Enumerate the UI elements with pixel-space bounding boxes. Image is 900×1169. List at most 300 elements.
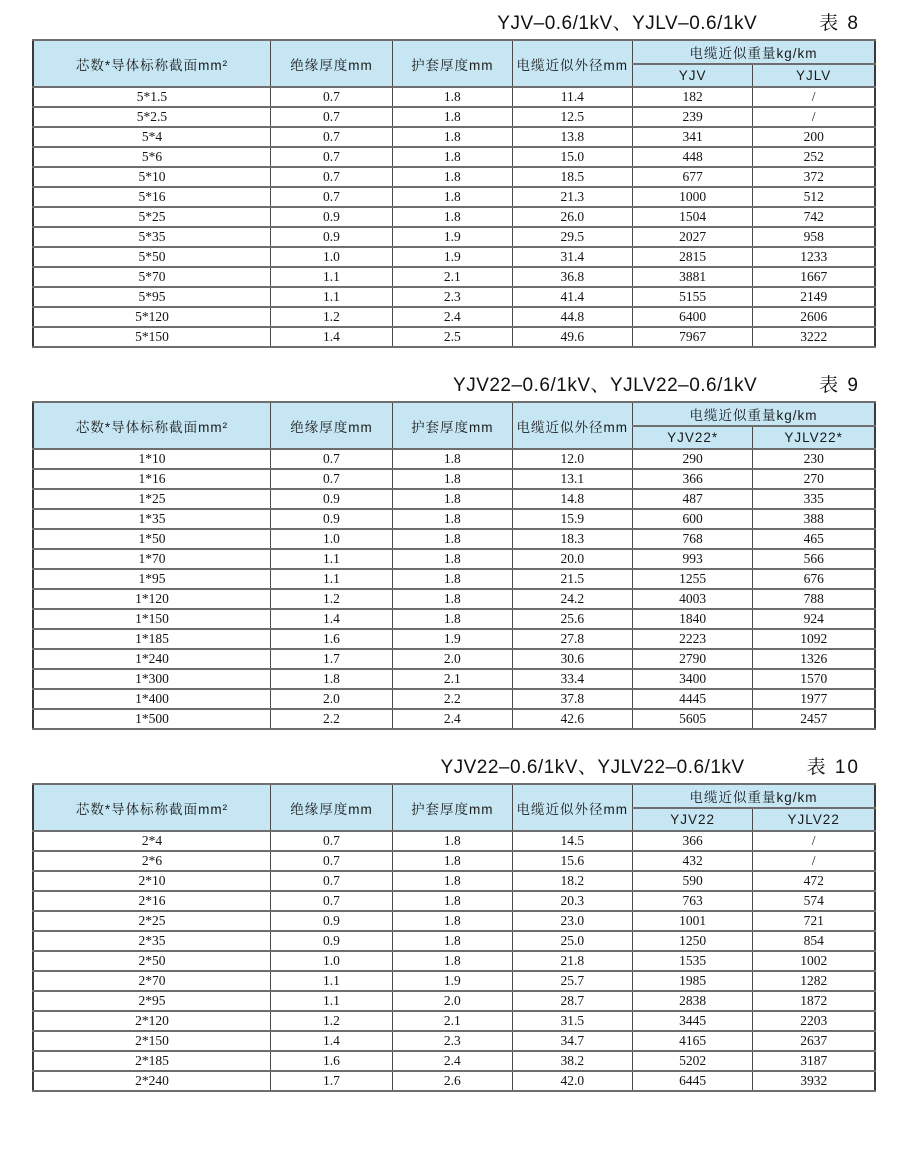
table-cell: 1001 <box>632 911 752 931</box>
table-cell: 0.9 <box>270 911 392 931</box>
table-row <box>33 871 875 891</box>
table-cell: 4165 <box>632 1031 752 1051</box>
table-row <box>33 147 875 167</box>
table-cell: 5*25 <box>33 207 270 227</box>
table-cell: 200 <box>753 127 875 147</box>
col-header-core-section: 芯数*导体标称截面mm² <box>33 40 270 87</box>
table-cell: 0.7 <box>270 469 392 489</box>
table-cell: 1255 <box>632 569 752 589</box>
table-cell: 5*120 <box>33 307 270 327</box>
table-cell: 2.1 <box>393 669 513 689</box>
table-cell: 11.4 <box>512 87 632 107</box>
table-cell: 600 <box>632 509 752 529</box>
table-row <box>33 247 875 267</box>
section-table-8 <box>0 8 900 348</box>
table-cell: 3222 <box>753 327 875 347</box>
col-header-yjv: YJV <box>632 64 752 88</box>
table-cell: 1.8 <box>393 529 513 549</box>
table-row <box>33 127 875 147</box>
table-row <box>33 831 875 851</box>
table-cell: 270 <box>753 469 875 489</box>
table-cell: 2606 <box>753 307 875 327</box>
table-cell: 1.9 <box>393 629 513 649</box>
table-row <box>33 931 875 951</box>
table-cell: 5*35 <box>33 227 270 247</box>
table-cell: 5605 <box>632 709 752 729</box>
table-cell: 0.7 <box>270 831 392 851</box>
table-9-header <box>33 402 875 449</box>
table-cell: 854 <box>753 931 875 951</box>
table-cell: 1002 <box>753 951 875 971</box>
table-cell: 6445 <box>632 1071 752 1091</box>
table-cell: 742 <box>753 207 875 227</box>
section-table-10 <box>0 752 900 1092</box>
table-cell: 590 <box>632 871 752 891</box>
table-cell: 1*400 <box>33 689 270 709</box>
table-cell: 1233 <box>753 247 875 267</box>
table-cell: 1.8 <box>393 871 513 891</box>
table-cell: 958 <box>753 227 875 247</box>
table-cell: 18.5 <box>512 167 632 187</box>
table-cell: 1.6 <box>270 1051 392 1071</box>
table-cell: 1872 <box>753 991 875 1011</box>
table-cell: 1.8 <box>270 669 392 689</box>
cable-spec-table-10 <box>32 783 876 1092</box>
table-cell: 2*95 <box>33 991 270 1011</box>
table-cell: 31.5 <box>512 1011 632 1031</box>
table-cell: 3187 <box>753 1051 875 1071</box>
table-cell: 1.8 <box>393 609 513 629</box>
table-cell: 1.9 <box>393 247 513 267</box>
table-cell: 1.8 <box>393 931 513 951</box>
table-cell: 49.6 <box>512 327 632 347</box>
cable-spec-table-9 <box>32 401 876 730</box>
table-cell: 15.6 <box>512 851 632 871</box>
table-cell: 0.7 <box>270 449 392 469</box>
table-cell: 1092 <box>753 629 875 649</box>
table-cell: 2*35 <box>33 931 270 951</box>
table-cell: 4003 <box>632 589 752 609</box>
table-cell: 5*95 <box>33 287 270 307</box>
table-cell: 4445 <box>632 689 752 709</box>
table-8-number: 表 8 <box>819 12 860 34</box>
table-cell: 1.8 <box>393 469 513 489</box>
table-cell: 2*185 <box>33 1051 270 1071</box>
table-cell: 1.8 <box>393 891 513 911</box>
table-10-number: 表 10 <box>806 756 860 778</box>
col-header-yjv22: YJV22* <box>632 426 752 450</box>
table-cell: 5*10 <box>33 167 270 187</box>
table-cell: 0.7 <box>270 851 392 871</box>
table-cell: 18.3 <box>512 529 632 549</box>
table-cell: 512 <box>753 187 875 207</box>
table-cell: 2.4 <box>393 307 513 327</box>
table-cell: 33.4 <box>512 669 632 689</box>
table-cell: 2.3 <box>393 287 513 307</box>
table-cell: 1.8 <box>393 147 513 167</box>
table-cell: 1.2 <box>270 307 392 327</box>
table-cell: 1.1 <box>270 267 392 287</box>
table-cell: / <box>753 107 875 127</box>
table-row <box>33 167 875 187</box>
table-cell: 1.1 <box>270 549 392 569</box>
table-cell: 28.7 <box>512 991 632 1011</box>
table-cell: 14.8 <box>512 489 632 509</box>
table-cell: 2*25 <box>33 911 270 931</box>
table-cell: 1.0 <box>270 247 392 267</box>
table-8-title-bar <box>32 8 876 34</box>
table-cell: 12.0 <box>512 449 632 469</box>
table-row <box>33 187 875 207</box>
table-cell: 1.4 <box>270 327 392 347</box>
table-cell: 2.4 <box>393 1051 513 1071</box>
table-cell: 13.8 <box>512 127 632 147</box>
table-row <box>33 709 875 729</box>
cable-spec-table-8 <box>32 39 876 348</box>
table-cell: 1.8 <box>393 911 513 931</box>
table-cell: 1250 <box>632 931 752 951</box>
table-cell: 0.7 <box>270 187 392 207</box>
table-cell: 2149 <box>753 287 875 307</box>
table-row <box>33 207 875 227</box>
table-cell: 6400 <box>632 307 752 327</box>
table-cell: 1.8 <box>393 951 513 971</box>
col-header-diameter: 电缆近似外径mm <box>512 784 632 831</box>
table-cell: 2.0 <box>393 991 513 1011</box>
col-header-weight-group: 电缆近似重量kg/km <box>632 784 875 808</box>
col-header-yjlv: YJLV <box>753 64 875 88</box>
table-cell: 487 <box>632 489 752 509</box>
table-row <box>33 569 875 589</box>
table-cell: 1.8 <box>393 207 513 227</box>
col-header-sheath: 护套厚度mm <box>393 40 513 87</box>
col-header-diameter: 电缆近似外径mm <box>512 402 632 449</box>
table-cell: 1977 <box>753 689 875 709</box>
table-cell: 2637 <box>753 1031 875 1051</box>
table-cell: 37.8 <box>512 689 632 709</box>
table-row <box>33 911 875 931</box>
table-cell: 18.2 <box>512 871 632 891</box>
table-cell: 721 <box>753 911 875 931</box>
table-cell: 1.8 <box>393 851 513 871</box>
table-cell: 2*240 <box>33 1071 270 1091</box>
table-cell: 290 <box>632 449 752 469</box>
table-row <box>33 327 875 347</box>
table-cell: 1.9 <box>393 227 513 247</box>
table-cell: 2838 <box>632 991 752 1011</box>
table-cell: 1.8 <box>393 509 513 529</box>
table-row <box>33 107 875 127</box>
table-row <box>33 669 875 689</box>
table-cell: 24.2 <box>512 589 632 609</box>
table-cell: 1*10 <box>33 449 270 469</box>
table-cell: 2027 <box>632 227 752 247</box>
table-cell: 2*150 <box>33 1031 270 1051</box>
table-cell: 36.8 <box>512 267 632 287</box>
table-row <box>33 549 875 569</box>
table-cell: 0.9 <box>270 509 392 529</box>
table-cell: 341 <box>632 127 752 147</box>
col-header-sheath: 护套厚度mm <box>393 784 513 831</box>
table-cell: 2*50 <box>33 951 270 971</box>
table-cell: 1*150 <box>33 609 270 629</box>
table-cell: 21.8 <box>512 951 632 971</box>
table-cell: 5*70 <box>33 267 270 287</box>
table-cell: 42.0 <box>512 1071 632 1091</box>
table-cell: 5*6 <box>33 147 270 167</box>
table-cell: 2.1 <box>393 1011 513 1031</box>
col-header-weight-group: 电缆近似重量kg/km <box>632 40 875 64</box>
table-cell: 1.8 <box>393 549 513 569</box>
table-cell: 1*16 <box>33 469 270 489</box>
table-row <box>33 227 875 247</box>
table-cell: 1.4 <box>270 1031 392 1051</box>
table-cell: 465 <box>753 529 875 549</box>
table-cell: 5*4 <box>33 127 270 147</box>
table-cell: 29.5 <box>512 227 632 247</box>
table-cell: 25.0 <box>512 931 632 951</box>
table-cell: 44.8 <box>512 307 632 327</box>
table-cell: 1*300 <box>33 669 270 689</box>
table-cell: 335 <box>753 489 875 509</box>
table-row <box>33 991 875 1011</box>
table-cell: 0.9 <box>270 489 392 509</box>
table-cell: 0.7 <box>270 87 392 107</box>
table-row <box>33 1051 875 1071</box>
table-cell: 0.7 <box>270 871 392 891</box>
table-cell: 27.8 <box>512 629 632 649</box>
table-cell: 25.6 <box>512 609 632 629</box>
table-cell: 3881 <box>632 267 752 287</box>
table-cell: 14.5 <box>512 831 632 851</box>
table-cell: 1*70 <box>33 549 270 569</box>
table-9-body <box>33 449 875 729</box>
table-row <box>33 609 875 629</box>
table-cell: 1282 <box>753 971 875 991</box>
table-cell: 788 <box>753 589 875 609</box>
table-cell: 2.5 <box>393 327 513 347</box>
table-row <box>33 851 875 871</box>
table-cell: 2.2 <box>270 709 392 729</box>
table-cell: 1.8 <box>393 127 513 147</box>
table-cell: 0.7 <box>270 891 392 911</box>
table-cell: 574 <box>753 891 875 911</box>
table-cell: 1985 <box>632 971 752 991</box>
table-cell: 1.8 <box>393 107 513 127</box>
table-cell: 0.9 <box>270 227 392 247</box>
table-cell: 13.1 <box>512 469 632 489</box>
section-table-9 <box>0 370 900 730</box>
table-cell: 1.8 <box>393 187 513 207</box>
table-cell: 1.2 <box>270 589 392 609</box>
table-cell: 1.6 <box>270 629 392 649</box>
table-cell: 0.7 <box>270 147 392 167</box>
table-cell: 2.2 <box>393 689 513 709</box>
table-cell: 5*1.5 <box>33 87 270 107</box>
table-row <box>33 267 875 287</box>
table-cell: 0.7 <box>270 167 392 187</box>
table-cell: 924 <box>753 609 875 629</box>
table-cell: 2.4 <box>393 709 513 729</box>
col-header-yjlv22: YJLV22* <box>753 426 875 450</box>
col-header-sheath: 护套厚度mm <box>393 402 513 449</box>
table-cell: 993 <box>632 549 752 569</box>
table-cell: 1.2 <box>270 1011 392 1031</box>
table-cell: 1535 <box>632 951 752 971</box>
table-cell: 20.0 <box>512 549 632 569</box>
table-cell: 26.0 <box>512 207 632 227</box>
table-cell: 366 <box>632 831 752 851</box>
table-cell: 3445 <box>632 1011 752 1031</box>
table-cell: 2*10 <box>33 871 270 891</box>
table-cell: 1504 <box>632 207 752 227</box>
table-cell: 2*6 <box>33 851 270 871</box>
table-cell: 21.5 <box>512 569 632 589</box>
table-cell: 15.0 <box>512 147 632 167</box>
table-row <box>33 489 875 509</box>
table-cell: 2457 <box>753 709 875 729</box>
table-cell: 2815 <box>632 247 752 267</box>
table-cell: 0.9 <box>270 931 392 951</box>
col-header-core-section: 芯数*导体标称截面mm² <box>33 402 270 449</box>
table-10-header <box>33 784 875 831</box>
table-row <box>33 1011 875 1031</box>
col-header-yjlv22: YJLV22 <box>753 808 875 832</box>
table-cell: 1.0 <box>270 951 392 971</box>
table-row <box>33 87 875 107</box>
table-cell: 2.3 <box>393 1031 513 1051</box>
table-cell: 1840 <box>632 609 752 629</box>
table-cell: 182 <box>632 87 752 107</box>
col-header-insulation: 绝缘厚度mm <box>270 40 392 87</box>
table-cell: 1.1 <box>270 991 392 1011</box>
table-cell: 2*70 <box>33 971 270 991</box>
table-cell: 34.7 <box>512 1031 632 1051</box>
table-cell: 1.7 <box>270 1071 392 1091</box>
table-cell: 1*240 <box>33 649 270 669</box>
table-cell: 372 <box>753 167 875 187</box>
table-cell: 1570 <box>753 669 875 689</box>
table-8-header <box>33 40 875 87</box>
table-8-title: YJV–0.6/1kV、YJLV–0.6/1kV <box>497 12 758 34</box>
table-cell: 239 <box>632 107 752 127</box>
table-cell: 3932 <box>753 1071 875 1091</box>
table-cell: 42.6 <box>512 709 632 729</box>
table-cell: 448 <box>632 147 752 167</box>
table-cell: 2*16 <box>33 891 270 911</box>
table-cell: 2790 <box>632 649 752 669</box>
table-cell: 1*120 <box>33 589 270 609</box>
table-cell: 12.5 <box>512 107 632 127</box>
table-cell: 1.1 <box>270 569 392 589</box>
table-cell: 677 <box>632 167 752 187</box>
col-header-core-section: 芯数*导体标称截面mm² <box>33 784 270 831</box>
table-cell: 1*95 <box>33 569 270 589</box>
table-cell: 2.6 <box>393 1071 513 1091</box>
table-row <box>33 649 875 669</box>
table-cell: 1*185 <box>33 629 270 649</box>
col-header-insulation: 绝缘厚度mm <box>270 784 392 831</box>
table-cell: 472 <box>753 871 875 891</box>
table-cell: 676 <box>753 569 875 589</box>
table-row <box>33 469 875 489</box>
table-cell: 1.1 <box>270 971 392 991</box>
table-row <box>33 689 875 709</box>
table-cell: 1.8 <box>393 167 513 187</box>
col-header-weight-group: 电缆近似重量kg/km <box>632 402 875 426</box>
table-cell: 1326 <box>753 649 875 669</box>
table-cell: 1*25 <box>33 489 270 509</box>
table-cell: 5*50 <box>33 247 270 267</box>
table-cell: 1.4 <box>270 609 392 629</box>
table-cell: 5202 <box>632 1051 752 1071</box>
table-cell: 1.9 <box>393 971 513 991</box>
table-cell: 763 <box>632 891 752 911</box>
table-10-title: YJV22–0.6/1kV、YJLV22–0.6/1kV <box>440 756 745 778</box>
table-cell: 23.0 <box>512 911 632 931</box>
table-cell: 1*35 <box>33 509 270 529</box>
table-cell: 432 <box>632 851 752 871</box>
table-row <box>33 509 875 529</box>
table-row <box>33 971 875 991</box>
table-row <box>33 1031 875 1051</box>
table-10-title-bar <box>32 752 876 778</box>
table-row <box>33 891 875 911</box>
table-cell: 25.7 <box>512 971 632 991</box>
table-cell: 1667 <box>753 267 875 287</box>
table-cell: 2.0 <box>393 649 513 669</box>
table-cell: 768 <box>632 529 752 549</box>
table-cell: 38.2 <box>512 1051 632 1071</box>
table-row <box>33 1071 875 1091</box>
table-cell: 30.6 <box>512 649 632 669</box>
table-8-body <box>33 87 875 347</box>
table-cell: 1*50 <box>33 529 270 549</box>
table-cell: 566 <box>753 549 875 569</box>
table-cell: 5155 <box>632 287 752 307</box>
table-cell: 1.8 <box>393 831 513 851</box>
table-cell: 1.1 <box>270 287 392 307</box>
table-cell: / <box>753 831 875 851</box>
table-9-title-bar <box>32 370 876 396</box>
table-row <box>33 629 875 649</box>
table-9-title: YJV22–0.6/1kV、YJLV22–0.6/1kV <box>453 374 758 396</box>
table-cell: 1.8 <box>393 569 513 589</box>
table-cell: 366 <box>632 469 752 489</box>
table-row <box>33 307 875 327</box>
table-cell: 1000 <box>632 187 752 207</box>
table-cell: 2*4 <box>33 831 270 851</box>
table-cell: 20.3 <box>512 891 632 911</box>
col-header-yjv22: YJV22 <box>632 808 752 832</box>
table-cell: 0.7 <box>270 127 392 147</box>
table-cell: 5*16 <box>33 187 270 207</box>
table-cell: 15.9 <box>512 509 632 529</box>
table-cell: 21.3 <box>512 187 632 207</box>
table-cell: 1.7 <box>270 649 392 669</box>
table-cell: 1.0 <box>270 529 392 549</box>
table-cell: 252 <box>753 147 875 167</box>
table-cell: 1*500 <box>33 709 270 729</box>
table-cell: / <box>753 851 875 871</box>
table-cell: 0.7 <box>270 107 392 127</box>
table-cell: 5*2.5 <box>33 107 270 127</box>
col-header-insulation: 绝缘厚度mm <box>270 402 392 449</box>
table-cell: 2.0 <box>270 689 392 709</box>
table-cell: 1.8 <box>393 449 513 469</box>
table-cell: 1.8 <box>393 489 513 509</box>
table-cell: 3400 <box>632 669 752 689</box>
